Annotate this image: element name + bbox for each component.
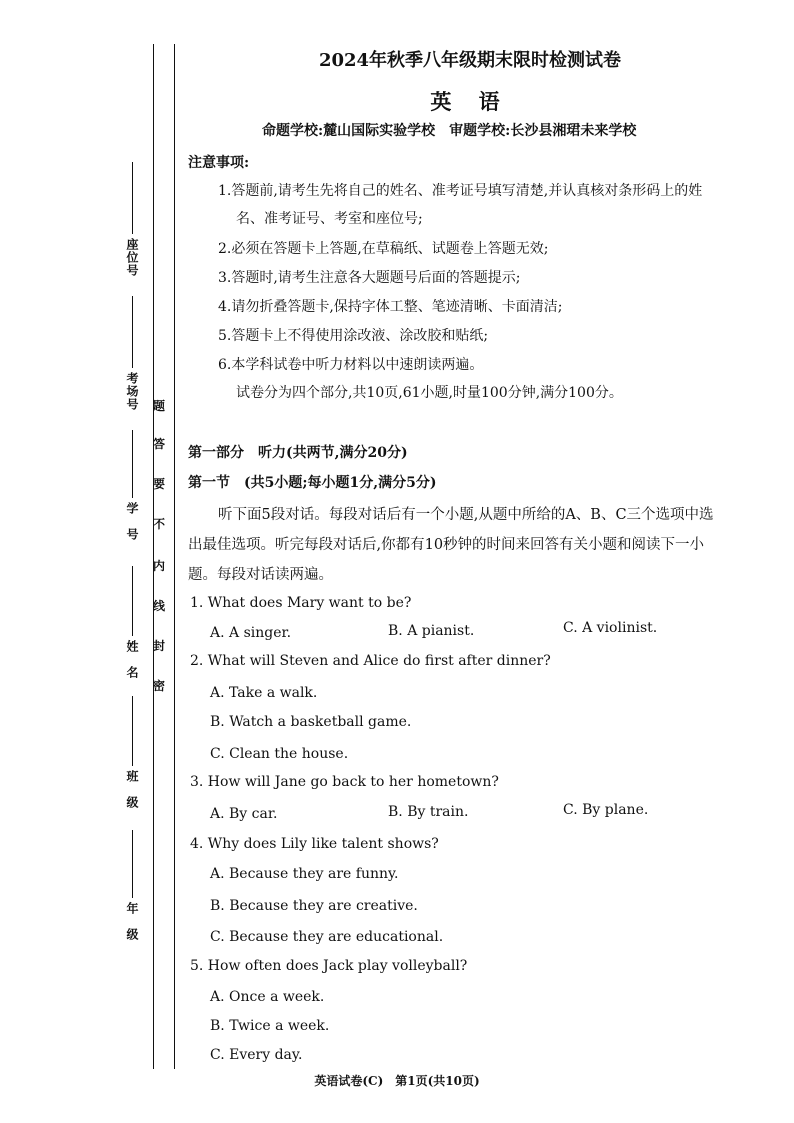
instruction-line: 出最佳选项。听完每段对话后,你都有10秒钟的时间来回答有关小题和阅读下一小	[188, 537, 705, 553]
binding-line-inner	[174, 44, 175, 1069]
notice-item: 4.请勿折叠答题卡,保持字体工整、笔迹清晰、卡面清洁;	[218, 299, 563, 315]
exam-title: 2024年秋季八年级期末限时检测试卷	[318, 50, 622, 71]
seal-char: 内	[153, 559, 166, 573]
schools-line: 命题学校:麓山国际实验学校 审题学校:长沙县湘珺未来学校	[262, 123, 637, 139]
question-stem: 4. Why does Lily like talent shows?	[190, 836, 439, 852]
binding-line-outer	[153, 44, 154, 1069]
exam-room-blank[interactable]	[132, 296, 133, 368]
notice-item: 6.本学科试卷中听力材料以中速朗读两遍。	[218, 357, 484, 373]
question-stem: 3. How will Jane go back to her hometown?	[190, 774, 499, 790]
option: C. Clean the house.	[210, 746, 349, 762]
instruction-line: 听下面5段对话。每段对话后有一个小题,从题中所给的A、B、C三个选项中选	[218, 507, 714, 523]
option: C. Every day.	[210, 1047, 303, 1063]
seal-char: 题	[153, 399, 166, 413]
option: C. By plane.	[563, 802, 649, 818]
instruction-line: 题。每段对话读两遍。	[188, 567, 333, 583]
seal-char: 答	[153, 437, 166, 451]
student-id-label: 学 号	[125, 502, 139, 541]
question-stem: 5. How often does Jack play volleyball?	[190, 958, 468, 974]
option: B. By train.	[388, 804, 469, 820]
option: C. A violinist.	[563, 620, 658, 636]
notice-item: 5.答题卡上不得使用涂改液、涂改胶和贴纸;	[218, 328, 489, 344]
seal-char: 封	[153, 639, 166, 653]
grade-label: 年 级	[125, 902, 139, 941]
option: A. Because they are funny.	[210, 866, 399, 882]
notice-item: 3.答题时,请考生注意各大题题号后面的答题提示;	[218, 270, 521, 286]
notice-item: 2.必须在答题卡上答题,在草稿纸、试题卷上答题无效;	[218, 241, 549, 257]
option: A. By car.	[210, 806, 278, 822]
question-stem: 1. What does Mary want to be?	[190, 595, 412, 611]
option: C. Because they are educational.	[210, 929, 444, 945]
notice-summary: 试卷分为四个部分,共10页,61小题,时量100分钟,满分100分。	[236, 385, 623, 401]
class-label: 班 级	[125, 770, 139, 809]
grade-blank[interactable]	[132, 830, 133, 898]
notice-item: 1.答题前,请考生先将自己的姓名、准考证号填写清楚,并认真核对条形码上的姓	[218, 183, 703, 199]
seal-char: 线	[153, 599, 166, 613]
notice-heading: 注意事项:	[188, 155, 250, 171]
option: B. Twice a week.	[210, 1018, 330, 1034]
question-stem: 2. What will Steven and Alice do first after dinner?	[190, 653, 551, 669]
option: B. A pianist.	[388, 623, 475, 639]
option: B. Watch a basketball game.	[210, 714, 412, 730]
seat-number-blank[interactable]	[132, 162, 133, 234]
seat-number-label: 座位号	[125, 238, 139, 277]
seal-char: 不	[153, 517, 166, 531]
student-id-blank[interactable]	[132, 430, 133, 498]
exam-room-label: 考场号	[125, 372, 139, 411]
option: A. Take a walk.	[210, 685, 318, 701]
seal-char: 密	[153, 679, 166, 693]
class-blank[interactable]	[132, 696, 133, 766]
option: A. Once a week.	[210, 989, 325, 1005]
name-label: 姓 名	[125, 640, 139, 679]
seal-char: 要	[153, 477, 166, 491]
section1-heading: 第一节 (共5小题;每小题1分,满分5分)	[188, 475, 437, 491]
page-footer: 英语试卷(C) 第1页(共10页)	[314, 1074, 480, 1088]
part1-heading: 第一部分 听力(共两节,满分20分)	[188, 445, 408, 461]
option: A. A singer.	[210, 625, 292, 641]
name-blank[interactable]	[132, 566, 133, 636]
notice-item: 名、准考证号、考室和座位号;	[236, 211, 423, 227]
subject-title: 英 语	[430, 89, 510, 114]
option: B. Because they are creative.	[210, 898, 418, 914]
